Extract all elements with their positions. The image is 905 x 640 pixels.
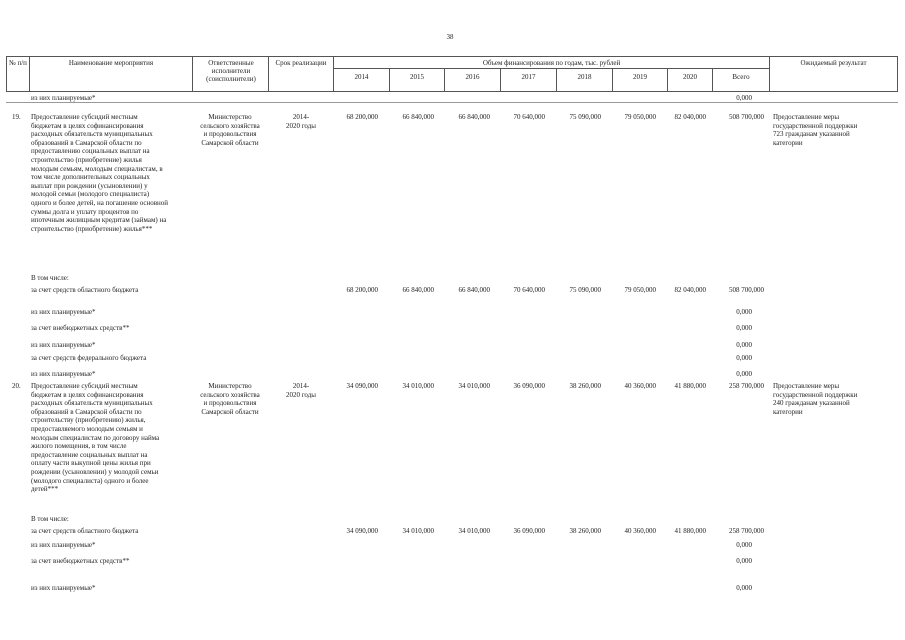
result-line: 723 гражданам указанной <box>773 130 850 139</box>
name-line: предоставлению социальных выплат на <box>31 147 150 156</box>
subrow-value: 66 840,000 <box>458 286 490 294</box>
result-line: категории <box>773 407 803 416</box>
header-year: 2017 <box>521 73 536 81</box>
responsible-line: и продовольствия <box>203 399 257 408</box>
name-line: Предоставление субсидий местным <box>31 382 138 390</box>
year-value: 68 200,000 <box>346 113 378 121</box>
result-line: категории <box>773 138 803 147</box>
name-line: рождении (усыновлении) у молодой семьи <box>31 468 159 476</box>
subrow-label: из них планируемые* <box>31 541 96 549</box>
year-value: 34 010,000 <box>402 382 434 390</box>
year-value: 66 840,000 <box>402 113 434 121</box>
header-total: Всего <box>732 73 750 81</box>
name-line: расходных обязательств муниципальных <box>31 399 153 408</box>
subrow-total: 508 700,000 <box>729 286 764 294</box>
period-line: 2020 годы <box>285 121 316 130</box>
year-value: 38 260,000 <box>569 382 601 390</box>
year-value: 40 360,000 <box>624 382 656 390</box>
subrow-label: за счет средств областного бюджета <box>31 527 139 535</box>
subrow-label: из них планируемые* <box>31 584 96 592</box>
name-line: расходных обязательств муниципальных <box>31 130 153 139</box>
responsible-line: Самарской области <box>201 138 259 147</box>
name-line: бюджетам в целях софинансирования <box>31 390 144 399</box>
subrow-value: 34 090,000 <box>346 527 378 535</box>
subrow-value: 34 010,000 <box>402 527 434 535</box>
period-line: 2014- <box>292 382 310 390</box>
name-line: суммы долга и уплату процентов по <box>31 207 139 216</box>
subrow-label: за счет внебюджетных средств** <box>31 557 130 565</box>
responsible-line: Министерство <box>208 113 252 121</box>
year-value: 70 640,000 <box>513 113 545 121</box>
name-line: детей*** <box>31 485 59 494</box>
item-20-number: 20. <box>12 382 21 390</box>
header-period: Срок реализации <box>275 59 327 67</box>
years-divider <box>333 68 769 69</box>
year-value: 36 090,000 <box>513 382 545 390</box>
item-19-number: 19. <box>12 113 21 121</box>
name-line: том числе дополнительных социальных <box>31 173 150 182</box>
header-name: Наименование мероприятия <box>68 59 154 67</box>
header-result: Ожидаемый результат <box>800 59 867 67</box>
year-value: 75 090,000 <box>569 113 601 121</box>
header-financing: Объем финансирования по годам, тыс. рублей <box>482 59 621 67</box>
responsible-line: сельского хозяйства <box>200 390 260 399</box>
subrow-total: 0,000 <box>736 341 752 349</box>
subrow-value: 40 360,000 <box>624 527 656 535</box>
name-line: бюджетам в целях софинансирования <box>31 121 144 130</box>
subrow-label: за счет средств федерального бюджета <box>31 354 147 362</box>
period-line: 2020 годы <box>285 390 316 399</box>
header-year: 2016 <box>465 73 480 81</box>
header-top-border <box>6 56 898 57</box>
subrow-total: 0,000 <box>736 584 752 592</box>
subrow-total: 0,000 <box>736 541 752 549</box>
subrow-label: из них планируемые* <box>31 308 96 316</box>
name-line: молодой семьи (молодого специалиста) <box>31 190 150 199</box>
result-line: Предоставление меры <box>773 113 840 121</box>
year-value: 79 050,000 <box>624 113 656 121</box>
item-19-incl-label: В том числе: <box>31 274 69 282</box>
subrow-value: 38 260,000 <box>569 527 601 535</box>
name-line: строительство (приобретение) жилья*** <box>31 224 153 233</box>
subrow-label: из них планируемые* <box>31 370 96 378</box>
subrow-total: 258 700,000 <box>729 527 764 535</box>
name-line: выплат при рождении (усыновлении) у <box>31 181 148 190</box>
subrow-value: 70 640,000 <box>513 286 545 294</box>
subrow-value: 75 090,000 <box>569 286 601 294</box>
header-num: № п/п <box>9 59 27 67</box>
header-responsible: Ответственные исполнители (соисполнители) <box>206 59 256 83</box>
subrow-value: 34 010,000 <box>458 527 490 535</box>
item-19-total: 508 700,000 <box>729 113 764 121</box>
period-line: 2014- <box>292 113 310 121</box>
subrow-total: 0,000 <box>736 354 752 362</box>
name-line: молодым специалистам по договору найма <box>31 433 160 442</box>
result-line: государственной поддержки <box>773 390 858 399</box>
result-line: государственной поддержки <box>773 121 858 130</box>
name-line: молодым семьям, молодым специалистам, в <box>31 164 163 173</box>
subrow-label: за счет средств областного бюджета <box>31 286 139 294</box>
name-line: (молодого специалиста) одного и более <box>31 476 149 485</box>
header-year: 2019 <box>633 73 647 81</box>
name-line: ипотечным жилищным кредитам (займам) на <box>31 216 167 225</box>
subrow-value: 68 200,000 <box>346 286 378 294</box>
item-20-incl-label: В том числе: <box>31 515 69 523</box>
name-line: оплату части выкупной цены жилья при <box>31 459 151 468</box>
year-value: 34 090,000 <box>346 382 378 390</box>
name-line: Предоставление субсидий местным <box>31 113 138 121</box>
subrow-value: 36 090,000 <box>513 527 545 535</box>
responsible-line: Министерство <box>208 382 252 390</box>
header-year: 2015 <box>410 73 424 81</box>
header-year: 2018 <box>577 73 592 81</box>
year-value: 34 010,000 <box>458 382 490 390</box>
subrow-value: 79 050,000 <box>624 286 656 294</box>
subrow-value: 41 880,000 <box>674 527 706 535</box>
name-line: жилого помещения, в том числе <box>31 442 127 451</box>
name-line: предоставление социальных выплат на <box>31 450 148 459</box>
responsible-line: и продовольствия <box>203 130 257 139</box>
header-year: 2014 <box>354 73 369 81</box>
name-line: образований в Самарской области по <box>31 407 142 416</box>
item-20-total: 258 700,000 <box>729 382 764 390</box>
subrow-total: 0,000 <box>736 324 752 332</box>
responsible-line: сельского хозяйства <box>200 121 260 130</box>
name-line: образований в Самарской области по <box>31 138 142 147</box>
year-value: 41 880,000 <box>674 382 706 390</box>
header-year: 2020 <box>683 73 697 81</box>
subrow-label: из них планируемые* <box>31 341 96 349</box>
result-line: 240 гражданам указанной <box>773 399 850 408</box>
year-value: 66 840,000 <box>458 113 490 121</box>
top-row-label: из них планируемые* <box>31 94 96 102</box>
subrow-total: 0,000 <box>736 370 752 378</box>
top-row-total: 0,000 <box>736 94 752 102</box>
header-bottom-border <box>6 91 898 92</box>
subrow-total: 0,000 <box>736 308 752 316</box>
result-line: Предоставление меры <box>773 382 840 390</box>
page-number: 38 <box>446 33 454 41</box>
subrow-value: 66 840,000 <box>402 286 434 294</box>
year-value: 82 040,000 <box>674 113 706 121</box>
name-line: предоставляемого молодым семьям и <box>31 425 143 433</box>
name-line: одного и более детей, на погашение основной <box>31 199 169 207</box>
name-line: строительство (приобретение) жилья <box>31 156 142 164</box>
subrow-value: 82 040,000 <box>674 286 706 294</box>
responsible-line: Самарской области <box>201 407 259 416</box>
subrow-total: 0,000 <box>736 557 752 565</box>
subrow-label: за счет внебюджетных средств** <box>31 324 130 332</box>
name-line: строительству (приобретению) жилья, <box>31 416 146 425</box>
